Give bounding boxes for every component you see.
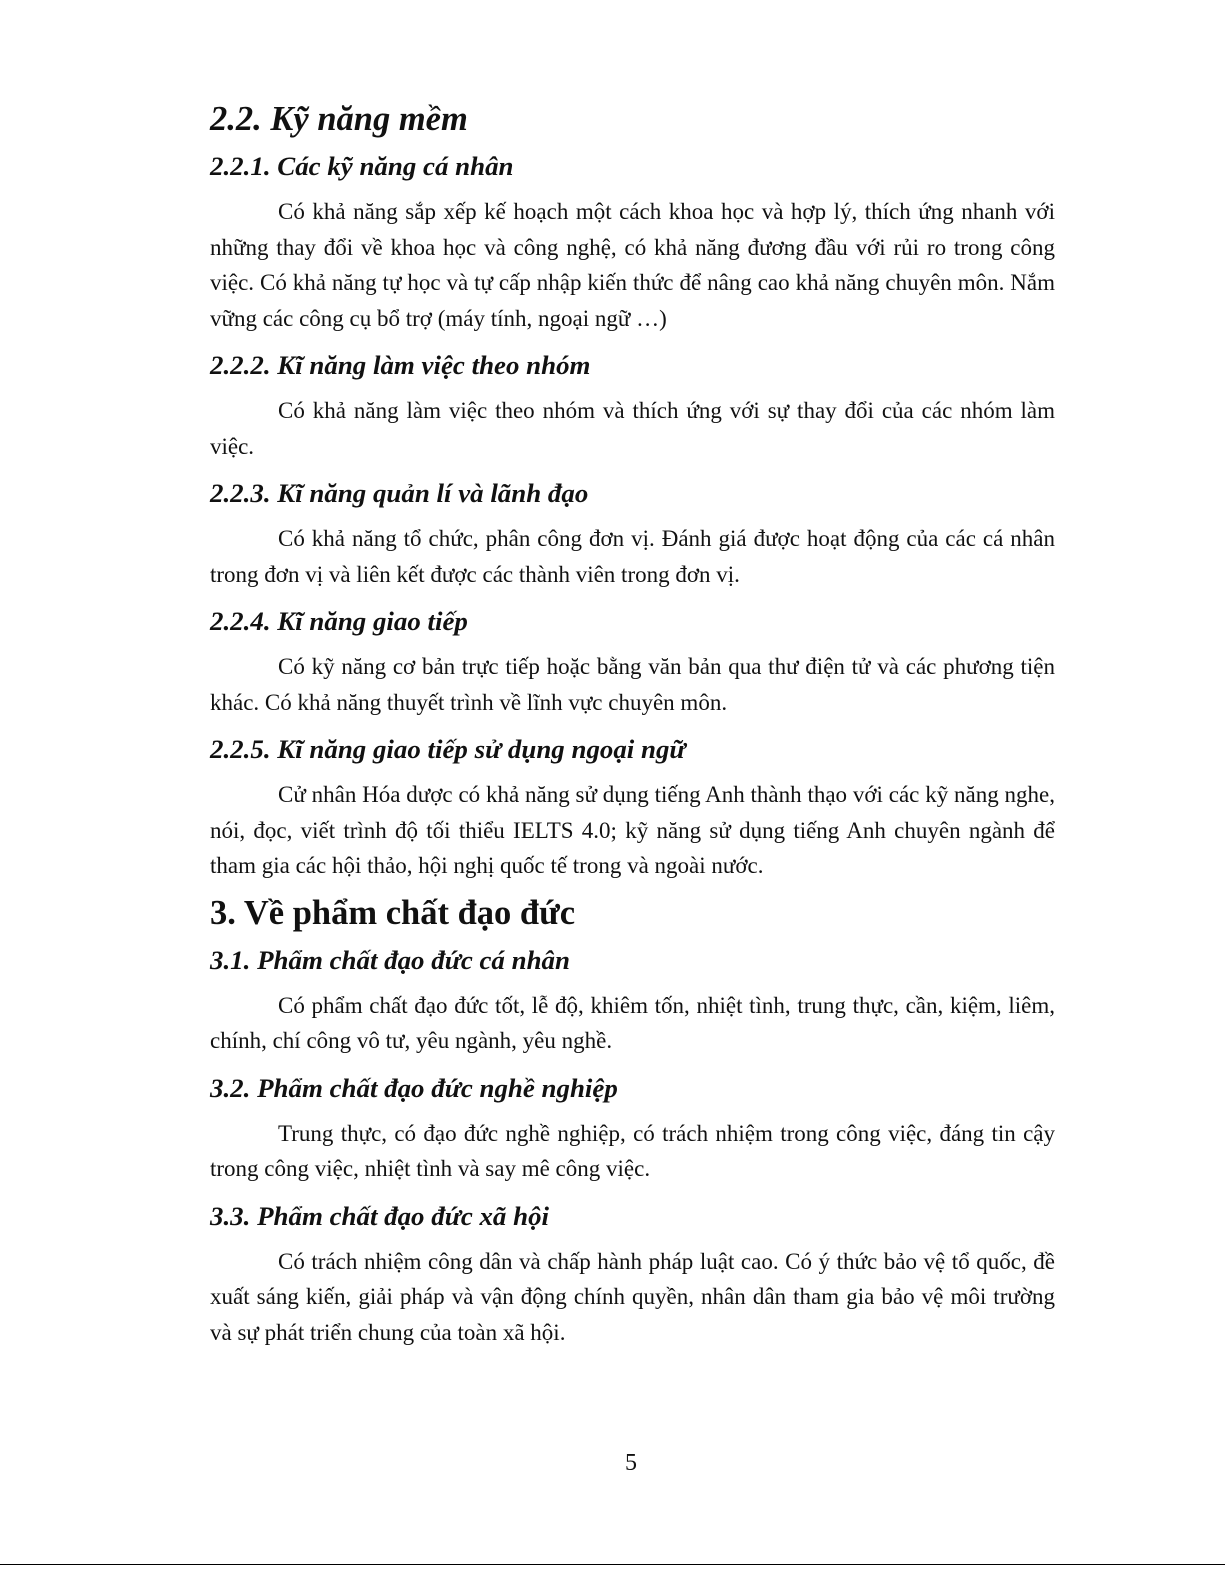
subsection-heading-foreign-language: 2.2.5. Kĩ năng giao tiếp sử dụng ngoại ngữ — [210, 734, 686, 764]
document-page — [210, 100, 1055, 1360]
subsection-heading-personal-ethics: 3.1. Phẩm chất đạo đức cá nhân — [210, 944, 570, 975]
paragraph-communication: Có kỹ năng cơ bản trực tiếp hoặc bằng văn bản qua thư điện tử và các phương tiện khác. Có khả năng thuyết trình về lĩnh vực chuyên môn. — [210, 654, 1055, 715]
paragraph-management: Có khả năng tổ chức, phân công đơn vị. Đánh giá được hoạt động của các cá nhân trong đơn vị và liên kết được các thành viên trong đơn vị. — [210, 526, 1055, 587]
section-heading-soft-skills: 2.2. Kỹ năng mềm — [210, 100, 468, 138]
paragraph-personal-skills: Có khả năng sắp xếp kế hoạch một cách khoa học và hợp lý, thích ứng nhanh với những thay đổi về khoa học và công nghệ, có khả năng đương đầu với rủi ro trong công việc. Có khả năng tự học và tự cấp nhập kiến thức để nâng cao khả năng chuyên môn. Nắm vững các công cụ bổ trợ (máy tính, ngoại ngữ …) — [210, 199, 1055, 331]
subsection-heading-teamwork: 2.2.2. Kĩ năng làm việc theo nhóm — [210, 350, 591, 380]
paragraph-personal-ethics: Có phẩm chất đạo đức tốt, lễ độ, khiêm tốn, nhiệt tình, trung thực, cần, kiệm, liêm, chính, chí công vô tư, yêu ngành, yêu nghề. — [210, 992, 1055, 1053]
subsection-heading-personal-skills: 2.2.1. Các kỹ năng cá nhân — [210, 151, 514, 181]
subsection-heading-management: 2.2.3. Kĩ năng quản lí và lãnh đạo — [210, 478, 589, 508]
bottom-rule — [0, 1564, 1225, 1565]
section-heading-ethics: 3. Về phẩm chất đạo đức — [210, 893, 576, 932]
subsection-heading-communication: 2.2.4. Kĩ năng giao tiếp — [210, 606, 468, 636]
paragraph-social-ethics: Có trách nhiệm công dân và chấp hành pháp luật cao. Có ý thức bảo vệ tổ quốc, đề xuất sáng kiến, giải pháp và vận động chính quyền, nhân dân tham gia bảo vệ môi trường và sự phát triển chung của toàn xã hội. — [210, 1248, 1055, 1345]
page-number: 5 — [625, 1450, 637, 1476]
paragraph-foreign-language: Cử nhân Hóa dược có khả năng sử dụng tiếng Anh thành thạo với các kỹ năng nghe, nói, đọc, viết trình độ tối thiểu IELTS 4.0; kỹ năng sử dụng tiếng Anh chuyên ngành để tham gia các hội thảo, hội nghị quốc tế trong và ngoài nước. — [210, 782, 1055, 878]
paragraph-teamwork: Có khả năng làm việc theo nhóm và thích ứng với sự thay đổi của các nhóm làm việc. — [210, 398, 1055, 459]
paragraph-professional-ethics: Trung thực, có đạo đức nghề nghiệp, có trách nhiệm trong công việc, đáng tin cậy trong công việc, nhiệt tình và say mê công việc. — [210, 1120, 1055, 1181]
subsection-heading-professional-ethics: 3.2. Phẩm chất đạo đức nghề nghiệp — [210, 1072, 618, 1103]
subsection-heading-social-ethics: 3.3. Phẩm chất đạo đức xã hội — [210, 1200, 550, 1231]
